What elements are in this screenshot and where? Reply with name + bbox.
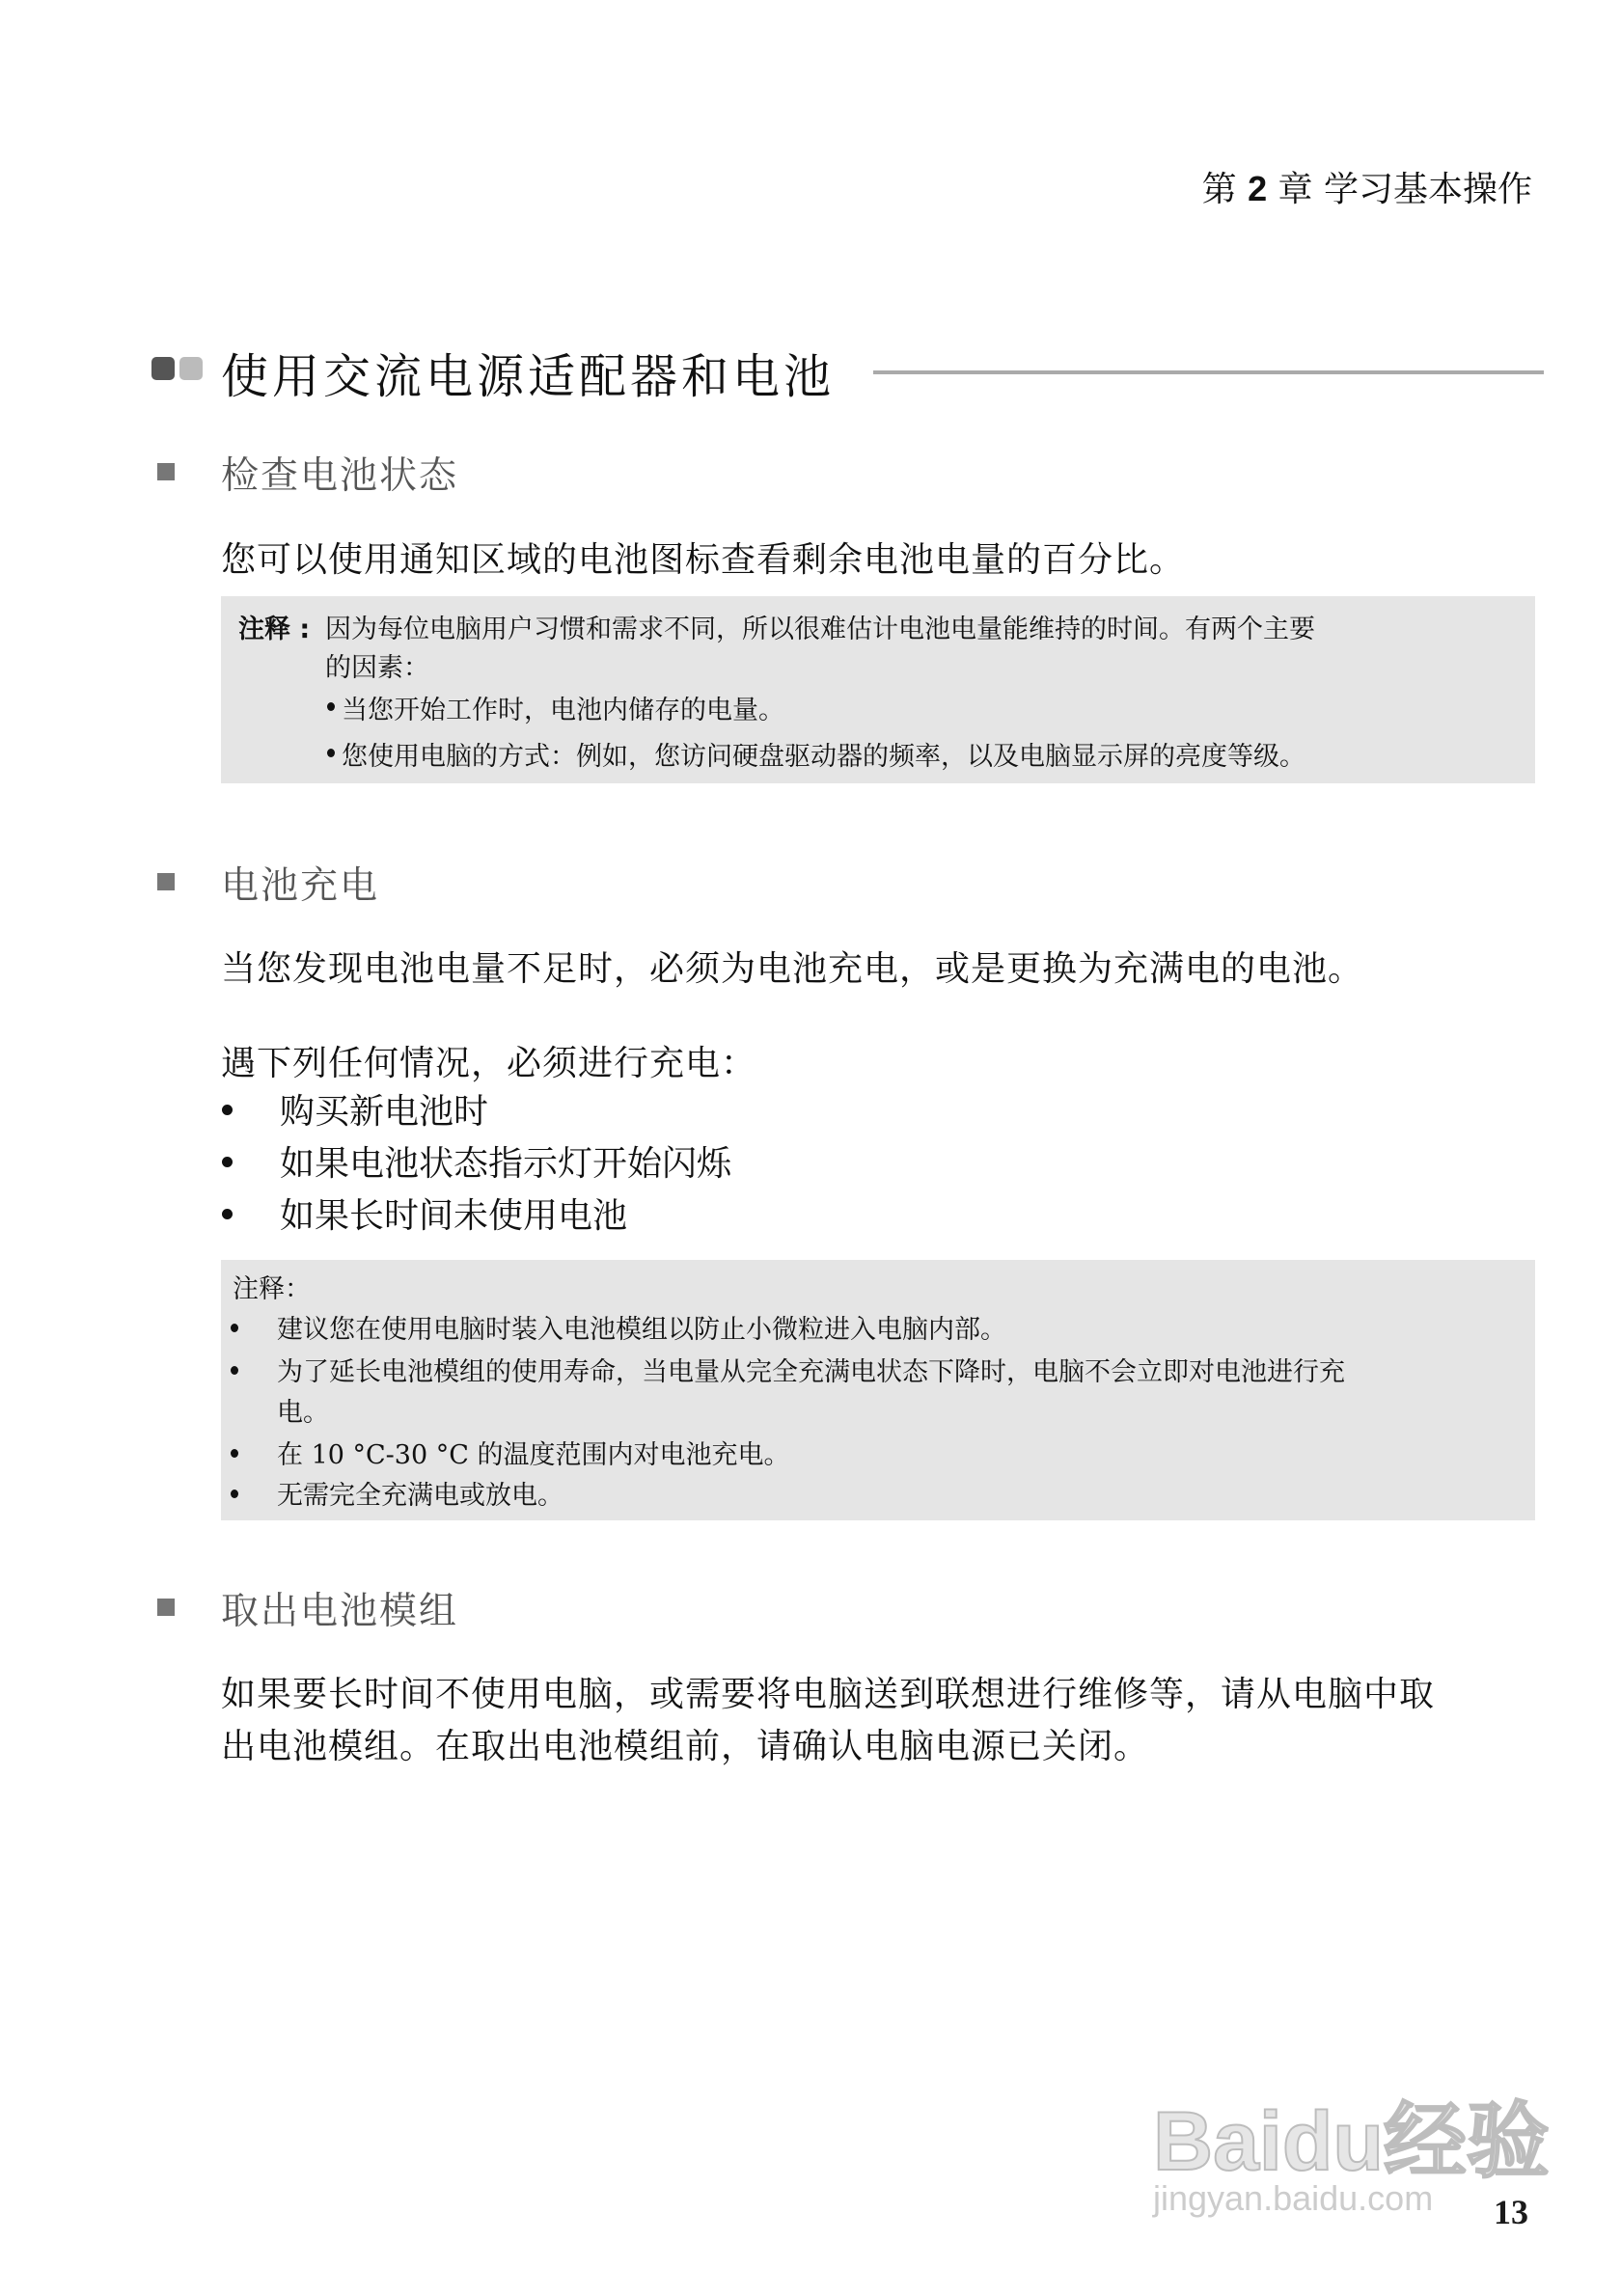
list-item: 购买新电池时: [280, 1092, 489, 1132]
note-bullet: 无需完全充满电或放电。: [277, 1481, 563, 1511]
note-bullet: 为了延长电池模组的使用寿命，当电量从完全充满电状态下降时，电脑不会立即对电池进行充: [277, 1357, 1345, 1387]
bullet-icon: [327, 702, 335, 711]
note-box: [221, 596, 1535, 783]
note-text: 的因素：: [325, 653, 429, 683]
bullet-icon: [222, 1105, 233, 1115]
chapter-number: 2: [1248, 169, 1268, 208]
note-bullet: 当您开始工作时，电池内储存的电量。: [342, 696, 784, 725]
bullet-icon: [222, 1157, 233, 1167]
subheading-square-icon: [157, 463, 175, 480]
section-square-icon: [151, 357, 175, 380]
page-number: 13: [1494, 2193, 1528, 2231]
bullet-icon: [222, 1209, 233, 1219]
chapter-prefix: 第: [1201, 170, 1249, 209]
subheading-square-icon: [157, 1599, 175, 1616]
subheading-charge: 电池充电: [221, 864, 380, 908]
paragraph: 出电池模组。在取出电池模组前，请确认电脑电源已关闭。: [221, 1727, 1150, 1766]
subheading-check-battery: 检查电池状态: [221, 454, 459, 498]
note-label: 注释：: [233, 1274, 311, 1304]
note-box: [221, 1260, 1535, 1520]
baidu-watermark-url: jingyan.baidu.com: [1153, 2178, 1434, 2218]
list-item: 如果电池状态指示灯开始闪烁: [280, 1144, 732, 1184]
bullet-icon: [231, 1490, 238, 1498]
subheading-square-icon: [157, 873, 175, 890]
note-text: 因为每位电脑用户习惯和需求不同，所以很难估计电池电量能维持的时间。有两个主要: [325, 615, 1315, 644]
section-square-icon: [179, 357, 203, 380]
bullet-icon: [231, 1449, 238, 1458]
note-bullet: 在 10 °C-30 °C 的温度范围内对电池充电。: [277, 1440, 790, 1470]
note-bullet: 建议您在使用电脑时装入电池模组以防止小微粒进入电脑内部。: [277, 1315, 1006, 1345]
subheading-remove-battery: 取出电池模组: [221, 1590, 459, 1633]
list-item: 如果长时间未使用电池: [280, 1196, 628, 1236]
bullet-icon: [327, 749, 335, 757]
bullet-icon: [231, 1324, 238, 1332]
section-title: 使用交流电源适配器和电池: [221, 349, 836, 404]
section-rule: [873, 370, 1544, 374]
note-label: 注释 :: [238, 615, 311, 644]
note-bullet-cont: 电。: [277, 1398, 329, 1428]
baidu-watermark-logo: Baidu经验: [1153, 2095, 1550, 2188]
note-bullet: 您使用电脑的方式：例如，您访问硬盘驱动器的频率，以及电脑显示屏的亮度等级。: [342, 742, 1305, 772]
paragraph: 当您发现电池电量不足时，必须为电池充电，或是更换为充满电的电池。: [221, 949, 1364, 989]
paragraph: 如果要长时间不使用电脑，或需要将电脑送到联想进行维修等，请从电脑中取: [221, 1675, 1436, 1714]
paragraph: 您可以使用通知区域的电池图标查看剩余电池电量的百分比。: [221, 540, 1186, 580]
paragraph: 遇下列任何情况，必须进行充电：: [221, 1044, 757, 1083]
bullet-icon: [231, 1366, 238, 1375]
chapter-header: [1202, 162, 1532, 211]
chapter-title: 章 学习基本操作: [1267, 170, 1532, 209]
